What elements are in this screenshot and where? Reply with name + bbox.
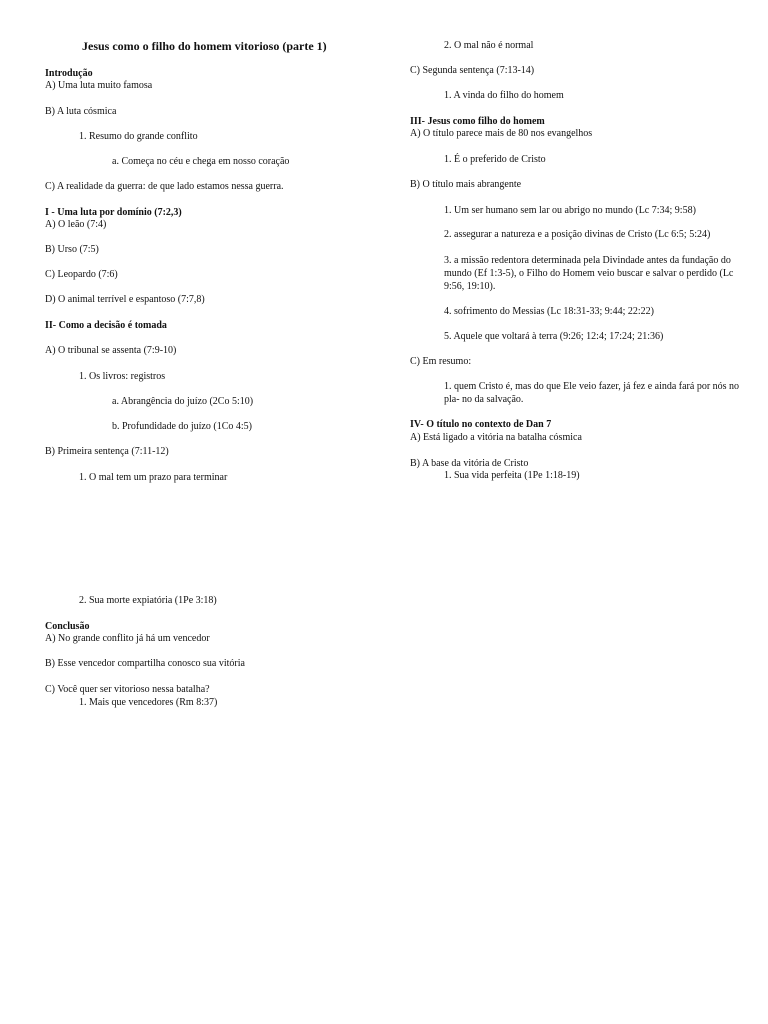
section-2-item-c: C) Segunda sentença (7:13-14) (410, 65, 535, 76)
section-3-heading: III- Jesus como filho do homem (410, 116, 545, 127)
conclusion-item-c: C) Você quer ser vitorioso nessa batalha? (45, 684, 210, 695)
document-title: Jesus como o filho do homem vitorioso (parte 1) (82, 39, 327, 53)
section-1-heading: I - Uma luta por domínio (7:2,3) (45, 207, 182, 218)
conclusion-heading: Conclusão (45, 621, 90, 632)
section-4-heading: IV- O título no contexto de Dan 7 (410, 419, 552, 430)
section-4-subitem-b2: 2. Sua morte expiatória (1Pe 3:18) (79, 595, 217, 606)
section-3-subitem-b2: 2. assegurar a natureza e a posição divinas de Cristo (Lc 6:5; 5:24) (444, 229, 711, 240)
section-1-item-b: B) Urso (7:5) (45, 244, 99, 255)
section-2-subitem-b2: 2. O mal não é normal (444, 40, 534, 51)
section-1-item-c: C) Leopardo (7:6) (45, 269, 118, 280)
intro-subitem-b1: 1. Resumo do grande conflito (79, 131, 198, 142)
section-3-subitem-b5: 5. Aquele que voltará à terra (9:26; 12:4; 17:24; 21:36) (444, 331, 664, 342)
section-2-subitem-a1: 1. Os livros: registros (79, 371, 166, 382)
intro-item-b: B) A luta cósmica (45, 106, 117, 117)
intro-heading: Introdução (45, 68, 93, 79)
section-2-subitem-a1b: b. Profundidade do juízo (1Co 4:5) (112, 421, 252, 432)
section-2-item-a: A) O tribunal se assenta (7:9-10) (45, 345, 177, 356)
intro-item-c: C) A realidade da guerra: de que lado estamos nessa guerra. (45, 181, 284, 192)
section-2-subitem-c1: 1. A vinda do filho do homem (444, 90, 564, 101)
section-2-item-b: B) Primeira sentença (7:11-12) (45, 446, 169, 457)
section-3-item-b: B) O título mais abrangente (410, 179, 522, 190)
intro-item-a: A) Uma luta muito famosa (45, 80, 153, 91)
section-3-subitem-a1: 1. É o preferido de Cristo (444, 154, 546, 165)
section-3-item-c: C) Em resumo: (410, 356, 472, 367)
section-1-item-d: D) O animal terrível e espantoso (7:7,8) (45, 294, 205, 305)
section-3-subitem-b3: 3. a missão redentora determinada pela Divindade antes da fundação do mundo (Ef 1:3-5), o Filho do Homem veio buscar e salvar o perdido (Lc 9:56, 19:10). (444, 255, 734, 292)
section-2-heading: II- Como a decisão é tomada (45, 320, 167, 331)
intro-subitem-b1a: a. Começa no céu e chega em nosso coração (112, 156, 290, 167)
section-1-item-a: A) O leão (7:4) (45, 219, 107, 230)
section-3-subitem-b4: 4. sofrimento do Messias (Lc 18:31-33; 9:44; 22:22) (444, 306, 654, 317)
section-3-subitem-b1: 1. Um ser humano sem lar ou abrigo no mundo (Lc 7:34; 9:58) (444, 205, 696, 216)
section-4-item-a: A) Está ligado a vitória na batalha cósmica (410, 432, 582, 443)
section-2-subitem-b1: 1. O mal tem um prazo para terminar (79, 472, 228, 483)
conclusion-item-b: B) Esse vencedor compartilha conosco sua vitória (45, 658, 245, 669)
section-3-subitem-c1: 1. quem Cristo é, mas do que Ele veio fazer, já fez e ainda fará por nós no pla- no da salvação. (444, 381, 740, 405)
section-2-subitem-a1a: a. Abrangência do juízo (2Co 5:10) (112, 396, 254, 407)
section-4-subitem-b1: 1. Sua vida perfeita (1Pe 1:18-19) (444, 470, 580, 481)
section-4-item-b: B) A base da vitória de Cristo (410, 458, 529, 469)
conclusion-item-a: A) No grande conflito já há um vencedor (45, 633, 210, 644)
section-3-item-a: A) O título parece mais de 80 nos evangelhos (410, 128, 593, 139)
conclusion-subitem-c1: 1. Mais que vencedores (Rm 8:37) (79, 697, 218, 708)
